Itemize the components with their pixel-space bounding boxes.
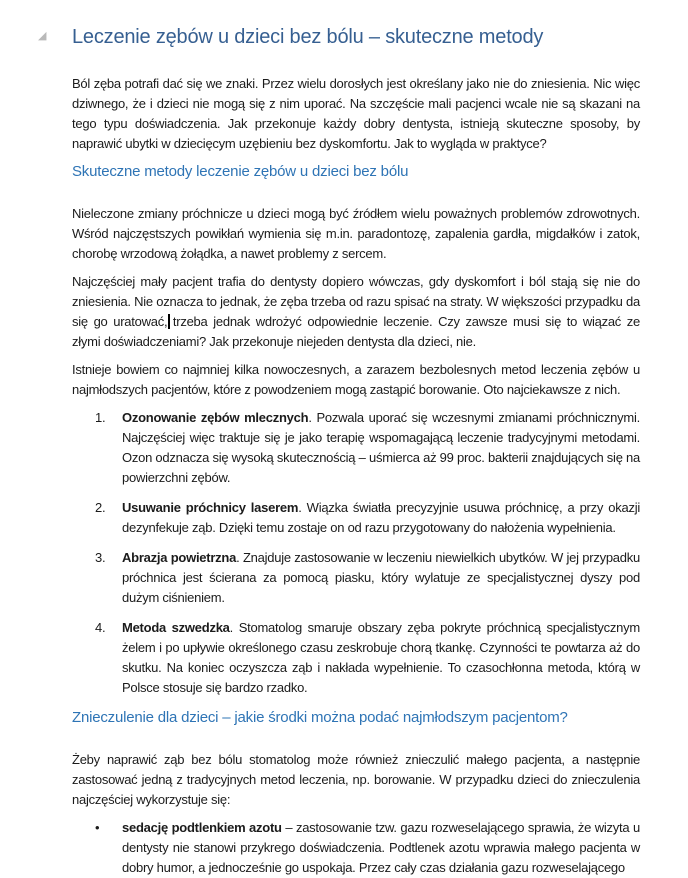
list-item-lead: Metoda szwedzka (122, 620, 230, 635)
bullet-list (72, 818, 640, 878)
heading-anesthesia[interactable]: Znieczulenie dla dzieci – jakie środki można podać najmłodszym pacjentom? (72, 709, 568, 726)
paragraph-intro[interactable]: Ból zęba potrafi dać się we znaki. Przez wielu dorosłych jest określany jako nie do zniesienia. Nic więc dziwnego, że i dzieci nie mogą się z nim uporać. Na szczęście mali pacjenci wcale nie są skazani na tego typu doświadczenia. Jak przekonuje każdy dobry dentysta, istnieją skuteczne sposoby, by naprawić ubytki w dziecięcym uzębieniu bez dyskomfortu. Jak to wygląda w praktyce? (72, 76, 640, 151)
list-item-abrazja[interactable] (72, 548, 640, 608)
list-item-laser[interactable] (72, 498, 640, 538)
list-item-lead: Usuwanie próchnicy laserem (122, 500, 299, 515)
list-item-lead: sedację podtlenkiem azotu (122, 820, 282, 835)
list-number: 1. (95, 410, 106, 425)
list-number: 3. (95, 550, 106, 565)
bullet-icon: • (95, 820, 100, 835)
paragraph-patient[interactable] (72, 272, 640, 352)
list-item-text: – zastosowanie tzw. gazu rozweselającego sprawia, że wizyta u dentysty nie stanowi przykrego doświadczenia. Podtlenek azotu wprawia małego pacjenta w dobry humor, a jednocześnie go uspokaja. Przez cały czas działania gazu rozweselającego (122, 820, 640, 875)
list-item-text: . Wiązka światła precyzyjnie usuwa próchnicę, a przy okazji dezynfekuje ząb. Dzięki temu zostaje on od razu przygotowany do nałożenia wypełnienia. (122, 500, 640, 535)
list-item-ozonowanie[interactable] (72, 408, 640, 488)
text-cursor (168, 314, 170, 329)
numbered-list (72, 408, 640, 698)
list-item-lead: Abrazja powietrzna (122, 550, 237, 565)
document-title[interactable]: Leczenie zębów u dzieci bez bólu – skuteczne metody (72, 26, 544, 48)
list-item-text: . Pozwala uporać się wczesnymi zmianami próchnicznymi. Najczęściej więc traktuje się je jako terapię wspomagającą leczenie tradycyjnymi metodami. Ozon odznacza się wysoką skutecznością – uśmierca aż 99 proc. bakterii znajdujących się na powierzchni zębów. (122, 410, 640, 485)
list-item-sedacja[interactable] (72, 818, 640, 878)
heading1-row (38, 24, 640, 50)
list-number: 2. (95, 500, 106, 515)
heading-methods[interactable]: Skuteczne metody leczenie zębów u dzieci bez bólu (72, 163, 409, 180)
text-before-cursor: Najczęściej mały pacjent trafia do dentysty dopiero wówczas, gdy dyskomfort i ból stają się nie do zniesienia. Nie oznacza to jednak, że zęba trzeba od razu spisać na straty. W większości przypadku da się go uratować, (72, 274, 640, 329)
collapse-heading-icon[interactable]: ◢ (38, 29, 47, 42)
paragraph-anesthesia-intro[interactable]: Żeby naprawić ząb bez bólu stomatolog może również znieczulić małego pacjenta, a następnie zastosować jedną z tradycyjnych metod leczenia, np. borowanie. W przypadku dzieci do znieczulenia najczęściej wykorzystuje się: (72, 752, 640, 807)
list-item-metoda-szwedzka[interactable] (72, 618, 640, 698)
list-number: 4. (95, 620, 106, 635)
text-after-cursor: trzeba jednak wdrożyć odpowiednie leczenie. Czy zawsze musi się to wiązać ze złymi doświadczeniami? Jak przekonuje niejeden dentysta dla dzieci, nie. (72, 314, 640, 349)
list-item-lead: Ozonowanie zębów mlecznych (122, 410, 309, 425)
list-item-text: . Znajduje zastosowanie w leczeniu niewielkich ubytków. W jej przypadku próchnica jest ścierana za pomocą piasku, który wylatuje ze specjalistycznej dyszy pod dużym ciśnieniem. (122, 550, 640, 605)
list-item-text: . Stomatolog smaruje obszary zęba pokryte próchnicą specjalistycznym żelem i po upływie określonego czasu zeskrobuje chorą tkankę. Czynności te powtarza aż do skutku. Na koniec oczyszcza ząb i nakłada wypełnienie. To czasochłonna metoda, którą w Polsce stosuje się bardzo rzadko. (122, 620, 640, 695)
paragraph-complications[interactable]: Nieleczone zmiany próchnicze u dzieci mogą być źródłem wielu poważnych problemów zdrowotnych. Wśród najczęstszych powikłań wymienia się m.in. paradontozę, zapalenia gardła, migdałków i zatok, chorobę wrzodową żołądka, a nawet problemy z sercem. (72, 206, 640, 261)
paragraph-methods-intro[interactable]: Istnieje bowiem co najmniej kilka nowoczesnych, a zarazem bezbolesnych metod leczenia zębów u najmłodszych pacjentów, które z powodzeniem mogą zastąpić borowanie. Oto najciekawsze z nich. (72, 362, 640, 397)
